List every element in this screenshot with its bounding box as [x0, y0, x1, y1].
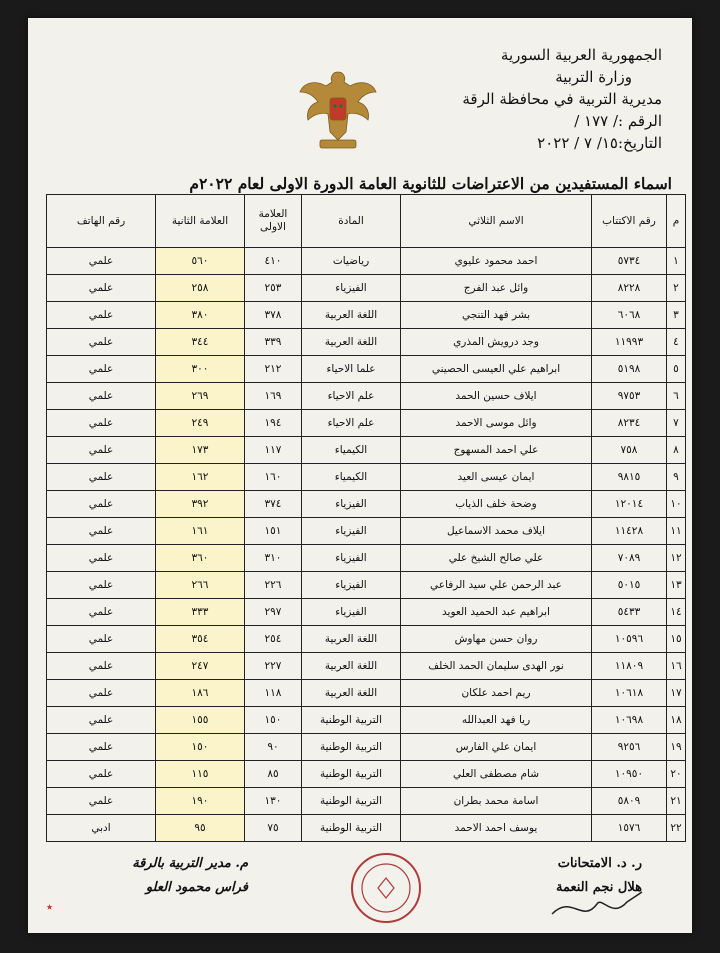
row-index: ٧ — [667, 410, 686, 437]
subject: الفيزياء — [302, 599, 401, 626]
table-row — [47, 437, 686, 464]
official-stamp — [348, 850, 424, 926]
seat-number: ١١٤٢٨ — [592, 518, 667, 545]
subject: علم الاحياء — [302, 383, 401, 410]
first-mark: ١٩٤ — [245, 410, 302, 437]
column-header: العلامة الاولى — [245, 195, 302, 248]
student-name: احمد محمود عليوي — [401, 248, 592, 275]
reference-number: الرقم :/ ١٧٧ / — [574, 112, 662, 130]
seat-number: ١١٩٩٣ — [592, 329, 667, 356]
seat-number: ٥١٩٨ — [592, 356, 667, 383]
seat-number: ١٠٦١٨ — [592, 680, 667, 707]
subject: الفيزياء — [302, 545, 401, 572]
row-index: ١١ — [667, 518, 686, 545]
document-page — [28, 18, 692, 933]
seat-number: ١٠٥٩٦ — [592, 626, 667, 653]
row-index: ١٦ — [667, 653, 686, 680]
first-mark: ٢٩٧ — [245, 599, 302, 626]
table-row — [47, 707, 686, 734]
row-index: ١٥ — [667, 626, 686, 653]
row-index: ٨ — [667, 437, 686, 464]
subject: التربية الوطنية — [302, 788, 401, 815]
table-row — [47, 626, 686, 653]
student-name: ايلاف حسين الحمد — [401, 383, 592, 410]
student-name: يوسف احمد الاحمد — [401, 815, 592, 842]
second-mark: ٩٥ — [156, 815, 245, 842]
table-row — [47, 815, 686, 842]
first-mark: ٢٢٧ — [245, 653, 302, 680]
branch: علمي — [47, 626, 156, 653]
table-row — [47, 464, 686, 491]
letterhead-line: وزارة التربية — [555, 68, 632, 86]
row-index: ١٣ — [667, 572, 686, 599]
first-mark: ١١٧ — [245, 437, 302, 464]
signer-title: م. مدير التربية بالرقة — [132, 856, 248, 871]
second-mark: ٥٦٠ — [156, 248, 245, 275]
first-mark: ٩٠ — [245, 734, 302, 761]
student-name: بشر فهد التنجي — [401, 302, 592, 329]
document-date: التاريخ:١٥/ ٧ / ٢٠٢٢ — [537, 134, 662, 152]
second-mark: ٢٦٦ — [156, 572, 245, 599]
branch: ادبي — [47, 815, 156, 842]
first-mark: ٢٢٦ — [245, 572, 302, 599]
table-row — [47, 248, 686, 275]
branch: علمي — [47, 410, 156, 437]
second-mark: ٣٤٤ — [156, 329, 245, 356]
subject: التربية الوطنية — [302, 707, 401, 734]
branch: علمي — [47, 464, 156, 491]
branch: علمي — [47, 437, 156, 464]
first-mark: ١٣٠ — [245, 788, 302, 815]
subject: الفيزياء — [302, 518, 401, 545]
branch: علمي — [47, 302, 156, 329]
signer-name: فراس محمود العلو — [145, 880, 248, 895]
second-mark: ٣٨٠ — [156, 302, 245, 329]
table-row — [47, 761, 686, 788]
branch: علمي — [47, 329, 156, 356]
branch: علمي — [47, 761, 156, 788]
signature-block — [28, 844, 692, 934]
branch: علمي — [47, 383, 156, 410]
subject: الكيمياء — [302, 437, 401, 464]
seat-number: ١١٨٠٩ — [592, 653, 667, 680]
column-header: م — [667, 195, 686, 248]
second-mark: ١٨٦ — [156, 680, 245, 707]
seat-number: ٧٠٨٩ — [592, 545, 667, 572]
student-name: ايلاف محمد الاسماعيل — [401, 518, 592, 545]
branch: علمي — [47, 572, 156, 599]
second-mark: ١٩٠ — [156, 788, 245, 815]
subject: الفيزياء — [302, 275, 401, 302]
student-name: نور الهدى سليمان الحمد الخلف — [401, 653, 592, 680]
table-row — [47, 302, 686, 329]
student-name: علي احمد المسهوج — [401, 437, 592, 464]
subject: اللغة العربية — [302, 626, 401, 653]
seat-number: ٨٢٢٨ — [592, 275, 667, 302]
table-row — [47, 572, 686, 599]
second-mark: ٢٤٧ — [156, 653, 245, 680]
branch: علمي — [47, 653, 156, 680]
first-mark: ٣٣٩ — [245, 329, 302, 356]
row-index: ١٢ — [667, 545, 686, 572]
column-header: رقم الهاتف — [47, 195, 156, 248]
subject: الفيزياء — [302, 572, 401, 599]
row-index: ٣ — [667, 302, 686, 329]
seat-number: ٥٠١٥ — [592, 572, 667, 599]
second-mark: ٢٦٩ — [156, 383, 245, 410]
seat-number: ٥٤٣٣ — [592, 599, 667, 626]
seat-number: ٦٠٦٨ — [592, 302, 667, 329]
row-index: ٢١ — [667, 788, 686, 815]
second-mark: ٢٤٩ — [156, 410, 245, 437]
student-name: وائل موسى الاحمد — [401, 410, 592, 437]
second-mark: ٣٩٢ — [156, 491, 245, 518]
seat-number: ٧٥٨ — [592, 437, 667, 464]
first-mark: ٧٥ — [245, 815, 302, 842]
subject: اللغة العربية — [302, 680, 401, 707]
row-index: ٢٠ — [667, 761, 686, 788]
branch: علمي — [47, 275, 156, 302]
seat-number: ١٠٦٩٨ — [592, 707, 667, 734]
seat-number: ١٥٧٦ — [592, 815, 667, 842]
syrian-eagle-emblem — [298, 62, 378, 152]
seat-number: ٩٢٥٦ — [592, 734, 667, 761]
letterhead — [432, 44, 662, 154]
table-row — [47, 410, 686, 437]
table-row — [47, 680, 686, 707]
branch: علمي — [47, 356, 156, 383]
row-index: ١٧ — [667, 680, 686, 707]
director-signature — [68, 852, 248, 900]
student-name: ريا فهد العبدالله — [401, 707, 592, 734]
first-mark: ١١٨ — [245, 680, 302, 707]
second-mark: ١٦٢ — [156, 464, 245, 491]
signer-title: ر. د. الامتحانات — [557, 856, 642, 871]
first-mark: ٣٧٨ — [245, 302, 302, 329]
first-mark: ١٥١ — [245, 518, 302, 545]
branch: علمي — [47, 599, 156, 626]
column-header: الاسم الثلاثي — [401, 195, 592, 248]
signer-name: هلال نجم النعمة — [555, 880, 642, 895]
first-mark: ٤١٠ — [245, 248, 302, 275]
student-name: شام مصطفى العلي — [401, 761, 592, 788]
second-mark: ١١٥ — [156, 761, 245, 788]
branch: علمي — [47, 680, 156, 707]
branch: علمي — [47, 491, 156, 518]
subject: رياضيات — [302, 248, 401, 275]
subject: اللغة العربية — [302, 653, 401, 680]
first-mark: ٣١٠ — [245, 545, 302, 572]
table-row — [47, 329, 686, 356]
row-index: ١٠ — [667, 491, 686, 518]
first-mark: ١٥٠ — [245, 707, 302, 734]
table-row — [47, 545, 686, 572]
student-name: ايمان علي الفارس — [401, 734, 592, 761]
handwritten-signature — [542, 884, 652, 924]
subject: اللغة العربية — [302, 329, 401, 356]
column-header: المادة — [302, 195, 401, 248]
row-index: ١٩ — [667, 734, 686, 761]
row-index: ٢ — [667, 275, 686, 302]
second-mark: ١٥٠ — [156, 734, 245, 761]
table-row — [47, 788, 686, 815]
table-row — [47, 275, 686, 302]
student-name: علي صالح الشيخ علي — [401, 545, 592, 572]
table-row — [47, 518, 686, 545]
letterhead-line: مديرية التربية في محافظة الرقة — [462, 90, 662, 108]
table-row — [47, 356, 686, 383]
second-mark: ٣٥٤ — [156, 626, 245, 653]
branch: علمي — [47, 248, 156, 275]
student-name: ابراهيم عبد الحميد العويد — [401, 599, 592, 626]
seat-number: ١٢٠١٤ — [592, 491, 667, 518]
first-mark: ١٦٩ — [245, 383, 302, 410]
seat-number: ٩٧٥٣ — [592, 383, 667, 410]
first-mark: ٣٧٤ — [245, 491, 302, 518]
row-index: ١٤ — [667, 599, 686, 626]
row-index: ٦ — [667, 383, 686, 410]
list-title: اسماء المستفيدين من الاعتراضات للثانوية العامة الدورة الاولى لعام ٢٠٢٢م — [189, 174, 672, 193]
table-header-row — [47, 195, 686, 248]
table-row — [47, 734, 686, 761]
subject: التربية الوطنية — [302, 761, 401, 788]
column-header: رقم الاكتتاب — [592, 195, 667, 248]
subject: التربية الوطنية — [302, 815, 401, 842]
branch: علمي — [47, 518, 156, 545]
subject: علم الاحياء — [302, 410, 401, 437]
subject: الفيزياء — [302, 491, 401, 518]
results-table — [46, 194, 686, 842]
seat-number: ٥٧٣٤ — [592, 248, 667, 275]
branch: علمي — [47, 788, 156, 815]
second-mark: ١٥٥ — [156, 707, 245, 734]
column-header: العلامة الثانية — [156, 195, 245, 248]
branch: علمي — [47, 545, 156, 572]
second-mark: ٣٦٠ — [156, 545, 245, 572]
first-mark: ٨٥ — [245, 761, 302, 788]
letterhead-line: الجمهورية العربية السورية — [500, 46, 662, 64]
row-index: ٤ — [667, 329, 686, 356]
first-mark: ٢٥٤ — [245, 626, 302, 653]
student-name: ريم احمد علكان — [401, 680, 592, 707]
second-mark: ٢٥٨ — [156, 275, 245, 302]
branch: علمي — [47, 734, 156, 761]
second-mark: ١٧٣ — [156, 437, 245, 464]
seat-number: ٩٨١٥ — [592, 464, 667, 491]
student-name: اسامة محمد بطران — [401, 788, 592, 815]
branch: علمي — [47, 707, 156, 734]
second-mark: ١٦١ — [156, 518, 245, 545]
subject: اللغة العربية — [302, 302, 401, 329]
row-index: ٥ — [667, 356, 686, 383]
student-name: ابراهيم علي العيسى الحصيني — [401, 356, 592, 383]
seat-number: ١٠٩٥٠ — [592, 761, 667, 788]
student-name: روان حسن مهاوش — [401, 626, 592, 653]
seat-number: ٥٨٠٩ — [592, 788, 667, 815]
first-mark: ٢١٢ — [245, 356, 302, 383]
subject: الكيمياء — [302, 464, 401, 491]
student-name: عبد الرحمن علي سيد الرفاعي — [401, 572, 592, 599]
second-mark: ٣٣٣ — [156, 599, 245, 626]
table-row — [47, 599, 686, 626]
first-mark: ٢٥٣ — [245, 275, 302, 302]
row-index: ١٨ — [667, 707, 686, 734]
table-row — [47, 491, 686, 518]
student-name: وضحة خلف الذياب — [401, 491, 592, 518]
subject: علما الاحياء — [302, 356, 401, 383]
student-name: وجد درويش المذري — [401, 329, 592, 356]
first-mark: ١٦٠ — [245, 464, 302, 491]
row-index: ٢٢ — [667, 815, 686, 842]
row-index: ١ — [667, 248, 686, 275]
student-name: وائل عبد الفرج — [401, 275, 592, 302]
seat-number: ٨٢٣٤ — [592, 410, 667, 437]
table-row — [47, 383, 686, 410]
subject: التربية الوطنية — [302, 734, 401, 761]
table-row — [47, 653, 686, 680]
row-index: ٩ — [667, 464, 686, 491]
student-name: ايمان عيسى العيد — [401, 464, 592, 491]
second-mark: ٣٠٠ — [156, 356, 245, 383]
star-mark: ٭ — [46, 900, 54, 915]
